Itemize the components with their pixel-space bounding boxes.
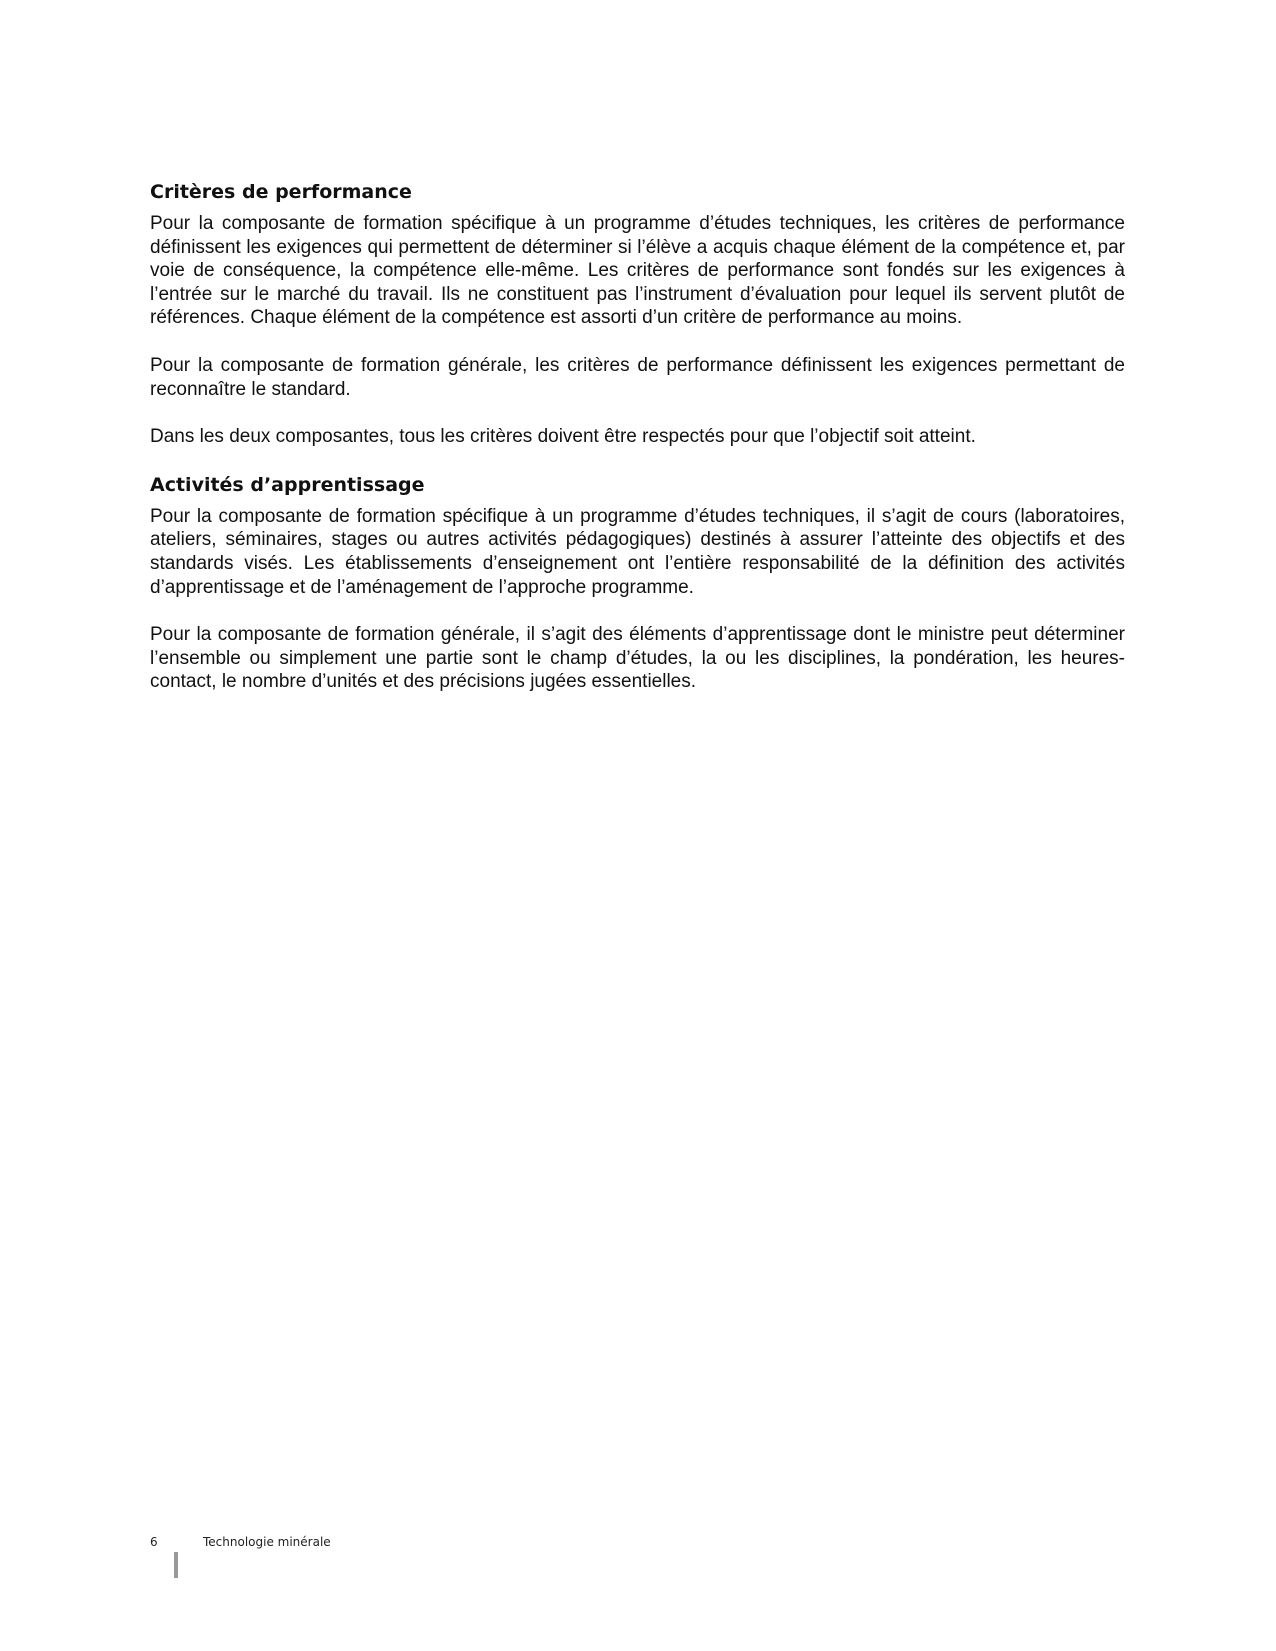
page-content — [150, 180, 1125, 718]
paragraph: Pour la composante de formation générale, les critères de performance définissent les exigences permettant de reconnaître le standard. — [150, 354, 1125, 400]
section-heading: Critères de performance — [150, 181, 412, 203]
section-activites-apprentissage — [150, 473, 1125, 694]
paragraph: Pour la composante de formation générale, il s’agit des éléments d’apprentissage dont le ministre peut déterminer l’ensemble ou simplement une partie sont le champ d’études, la ou les disciplines, la pondération, les heures-contact, le nombre d’unités et des précisions jugées essentielles. — [150, 624, 1125, 693]
paragraph: Pour la composante de formation spécifique à un programme d’études techniques, il s’agit de cours (laboratoires, ateliers, séminaires, stages ou autres activités pédagogiques) destinés à assurer l’atteinte des objectifs et des standards visés. Les établissements d’enseignement ont l’entière responsabilité de la définition des activités d’apprentissage et de l’aménagement de l’approche programme. — [150, 505, 1125, 598]
footer-title: Technologie minérale — [203, 1535, 331, 1549]
paragraph: Dans les deux composantes, tous les critères doivent être respectés pour que l’objectif soit atteint. — [150, 426, 976, 448]
footer-divider-bar — [174, 1552, 178, 1578]
page-number: 6 — [150, 1535, 158, 1549]
paragraph: Pour la composante de formation spécifique à un programme d’études techniques, les critères de performance définissent les exigences qui permettent de déterminer si l’élève a acquis chaque élément de la compétence et, par voie de conséquence, la compétence elle-même. Les critères de performance sont fondés sur les exigences à l’entrée sur le marché du travail. Ils ne constituent pas l’instrument d’évaluation pour lequel ils servent plutôt de références. Chaque élément de la compétence est assorti d’un critère de performance au moins. — [150, 213, 1125, 329]
section-heading: Activités d’apprentissage — [150, 473, 425, 496]
section-criteres-de-performance — [150, 180, 1125, 449]
